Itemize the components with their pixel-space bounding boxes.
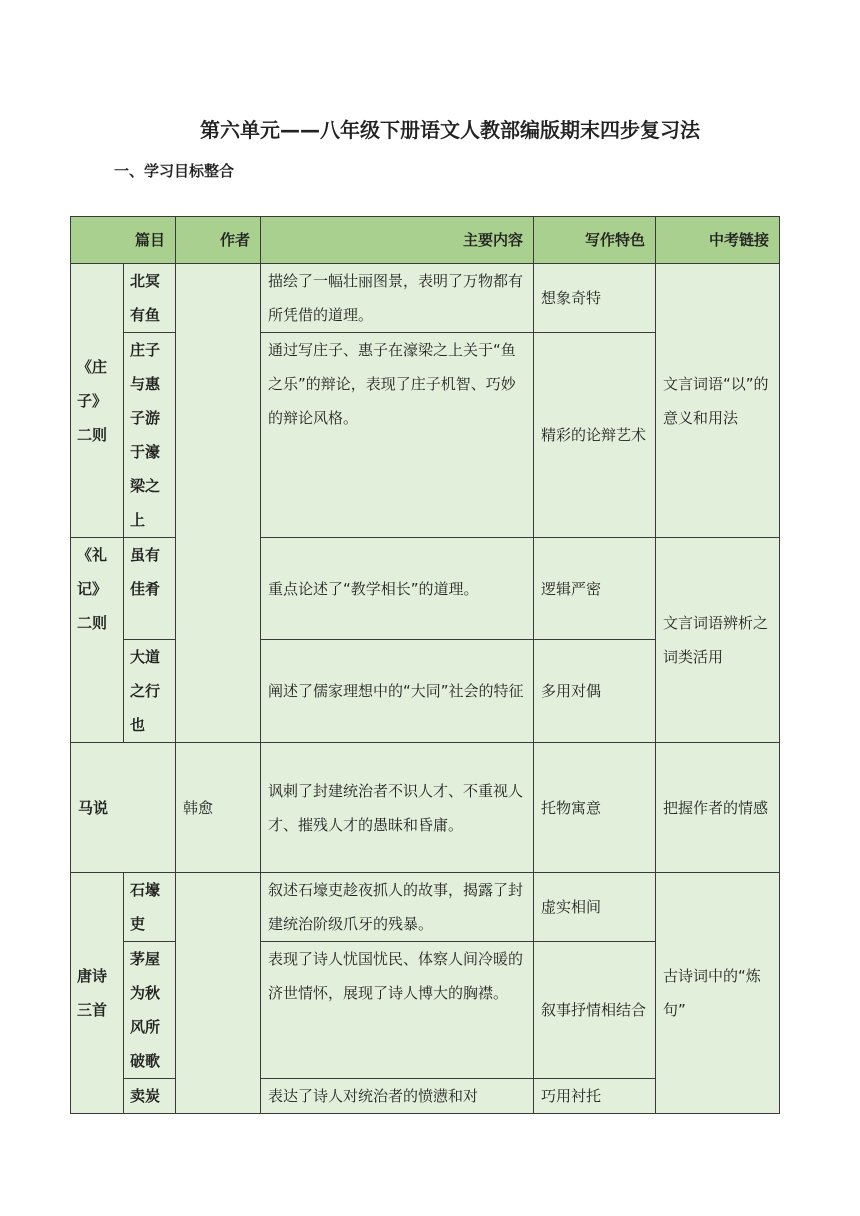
row-title: 茅屋为秋风所破歌 [124, 942, 176, 1079]
author-cell [176, 264, 261, 743]
row-title: 大道之行也 [124, 640, 176, 743]
table-row [71, 743, 780, 873]
row-content: 重点论述了“教学相长”的道理。 [261, 538, 534, 640]
header-link: 中考链接 [656, 217, 780, 264]
row-feature: 叙事抒情相结合 [534, 942, 656, 1079]
row-content: 叙述石壕吏趁夜抓人的故事，揭露了封建统治阶级爪牙的残暴。 [261, 873, 534, 942]
group-link: 古诗词中的“炼句” [656, 873, 780, 1114]
section-heading: 一、学习目标整合 [114, 162, 235, 180]
group-name: 《庄子》二则 [71, 264, 124, 538]
row-feature: 虚实相间 [534, 873, 656, 942]
row-content: 通过写庄子、惠子在濠梁之上关于“鱼之乐”的辩论，表现了庄子机智、巧妙的辩论风格。 [261, 333, 534, 538]
review-table [70, 216, 780, 1114]
group-name: 马说 [71, 743, 176, 873]
group-name: 《礼记》二则 [71, 538, 124, 743]
group-link: 文言词语辨析之词类活用 [656, 538, 780, 743]
row-title: 虽有佳肴 [124, 538, 176, 640]
row-title: 石壕吏 [124, 873, 176, 942]
row-feature: 精彩的论辩艺术 [534, 333, 656, 538]
header-title: 篇目 [71, 217, 176, 264]
row-title: 卖炭 [124, 1079, 176, 1114]
table-header-row [71, 217, 780, 264]
row-feature: 逻辑严密 [534, 538, 656, 640]
row-title: 北冥有鱼 [124, 264, 176, 333]
document-title: 第六单元——八年级下册语文人教部编版期末四步复习法 [200, 118, 700, 142]
row-content: 表现了诗人忧国忧民、体察人间冷暖的济世情怀，展现了诗人博大的胸襟。 [261, 942, 534, 1079]
row-feature: 多用对偶 [534, 640, 656, 743]
row-feature: 巧用衬托 [534, 1079, 656, 1114]
table-row [71, 264, 780, 333]
author-cell [176, 873, 261, 1114]
row-feature: 想象奇特 [534, 264, 656, 333]
group-link: 把握作者的情感 [656, 743, 780, 873]
header-content: 主要内容 [261, 217, 534, 264]
row-author: 韩愈 [176, 743, 261, 873]
header-author: 作者 [176, 217, 261, 264]
row-feature: 托物寓意 [534, 743, 656, 873]
header-feature: 写作特色 [534, 217, 656, 264]
group-name: 唐诗三首 [71, 873, 124, 1114]
row-content: 表达了诗人对统治者的愤懑和对 [261, 1079, 534, 1114]
row-content: 描绘了一幅壮丽图景，表明了万物都有所凭借的道理。 [261, 264, 534, 333]
row-content: 阐述了儒家理想中的“大同”社会的特征 [261, 640, 534, 743]
row-content: 讽刺了封建统治者不识人才、不重视人才、摧残人才的愚昧和昏庸。 [261, 743, 534, 873]
table-row [71, 873, 780, 942]
group-link: 文言词语“以”的意义和用法 [656, 264, 780, 538]
row-title: 庄子与惠子游于濠梁之上 [124, 333, 176, 538]
